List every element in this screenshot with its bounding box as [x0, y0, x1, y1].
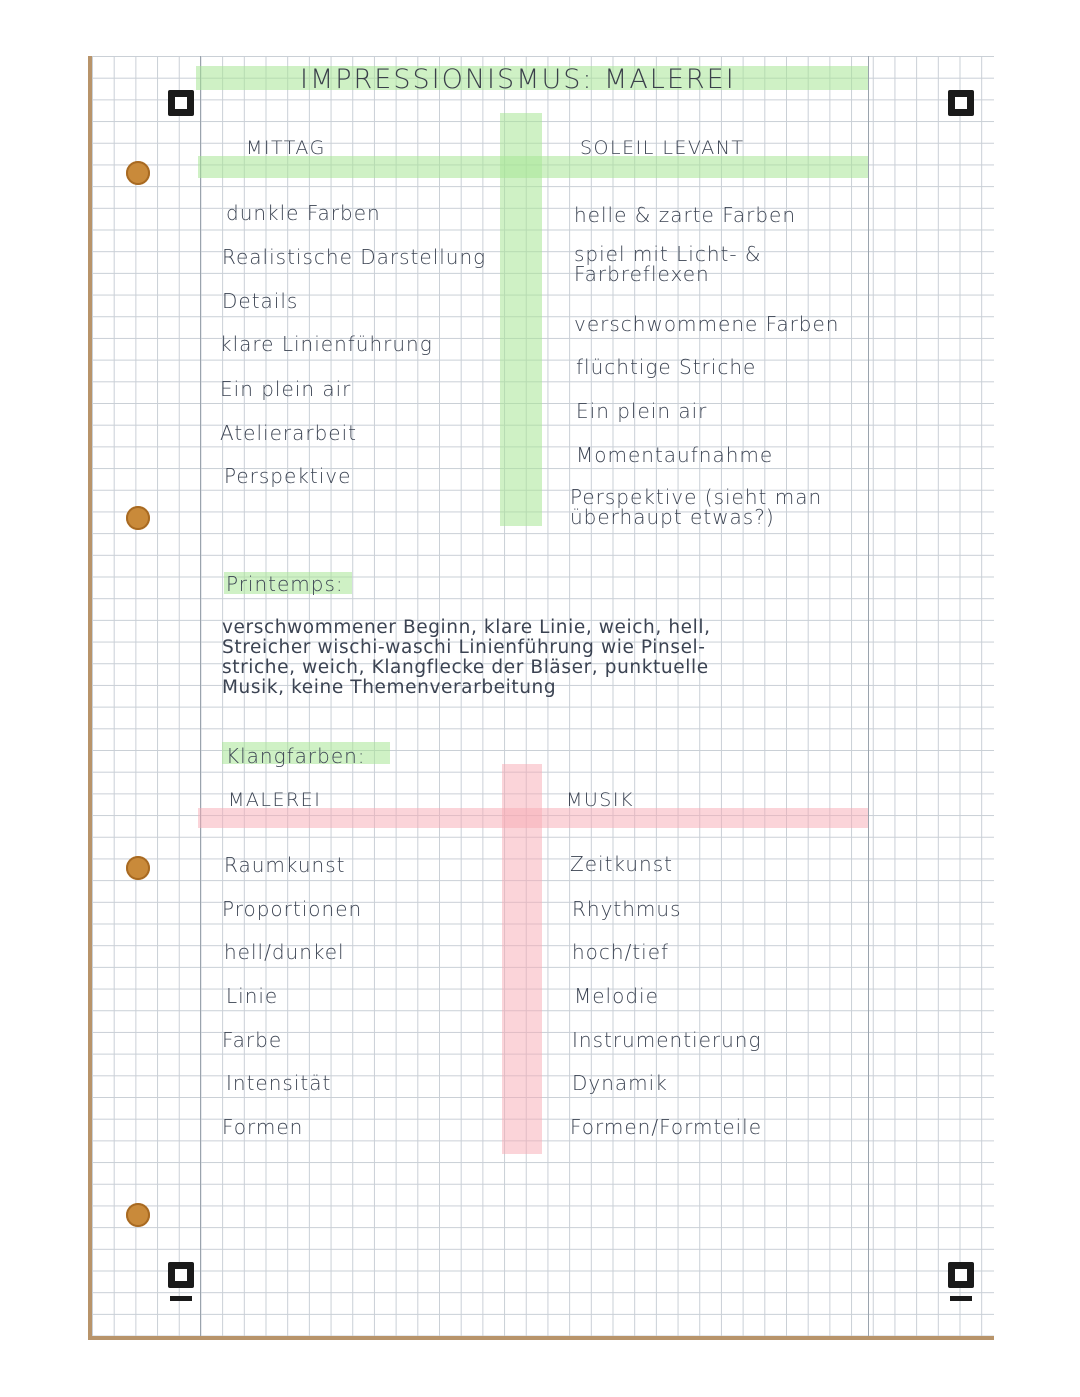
malerei-item: Proportionen	[222, 897, 363, 921]
musik-item: Instrumentierung	[572, 1028, 762, 1052]
punch-hole	[126, 1203, 150, 1227]
malerei-item: hell/dunkel	[224, 940, 345, 964]
musik-item: Dynamik	[572, 1071, 668, 1095]
corner-marker-icon	[168, 1262, 194, 1288]
malerei-item: Farbe	[222, 1028, 283, 1052]
klangfarben-heading: Klangfarben:	[226, 744, 366, 768]
soleil-item: Momentaufnahme	[576, 443, 774, 467]
column-divider-highlight-pink	[502, 764, 542, 1154]
corner-marker-icon	[948, 1262, 974, 1288]
punch-hole	[126, 856, 150, 880]
musik-item: Rhythmus	[572, 897, 682, 921]
malerei-item: Linie	[226, 984, 279, 1008]
corner-marker-icon	[948, 90, 974, 116]
mittag-item: Ein plein air	[220, 377, 352, 401]
soleil-item: flüchtige Striche	[576, 355, 757, 379]
right-margin-line	[868, 56, 869, 1336]
printemps-heading: Printemps:	[226, 572, 344, 596]
soleil-item-line: überhaupt etwas?)	[570, 505, 775, 529]
soleil-item-two-line	[570, 487, 822, 527]
soleil-item: Ein plein air	[576, 399, 708, 423]
musik-item: hoch/tief	[572, 940, 670, 964]
malerei-item: Intensität	[226, 1071, 332, 1095]
left-margin-line	[200, 56, 201, 1336]
corner-bar-icon	[170, 1296, 192, 1301]
soleil-item-line: spiel mit Licht- &	[574, 242, 762, 266]
printemps-line: striche, weich, Klangflecke der Bläser, punktuelle	[222, 657, 709, 678]
mittag-item: klare Linienführung	[220, 332, 433, 356]
punch-hole	[126, 506, 150, 530]
mittag-item: Realistische Darstellung	[222, 245, 487, 269]
heading-malerei: MALEREI	[228, 789, 322, 811]
heading-soleil-levant: SOLEIL LEVANT	[580, 137, 745, 159]
malerei-item: Raumkunst	[224, 853, 346, 877]
malerei-item: Formen	[222, 1115, 304, 1139]
mittag-item: Details	[222, 289, 299, 313]
soleil-item-line: Perspektive (sieht man	[570, 485, 823, 509]
musik-item: Zeitkunst	[570, 852, 673, 876]
musik-item: Formen/Formteile	[570, 1115, 763, 1139]
heading-mittag: MITTAG	[246, 137, 326, 159]
printemps-line: verschwommener Beginn, klare Linie, weich, hell,	[222, 617, 711, 638]
mittag-item: dunkle Farben	[226, 201, 381, 225]
printemps-paragraph	[222, 618, 852, 698]
printemps-line: Streicher wischi-waschi Linienführung wie Pinsel-	[222, 637, 706, 658]
soleil-item: helle & zarte Farben	[574, 203, 797, 227]
printemps-line: Musik, keine Themenverarbeitung	[222, 677, 557, 698]
page-title: IMPRESSIONISMUS: MALEREI	[300, 64, 736, 95]
punch-hole	[126, 161, 150, 185]
soleil-item-two-line	[574, 244, 762, 284]
soleil-item-line: Farbreflexen	[574, 262, 710, 286]
heading-musik: MUSIK	[566, 789, 634, 811]
mittag-item: Atelierarbeit	[220, 421, 357, 445]
musik-item: Melodie	[574, 984, 659, 1008]
mittag-item: Perspektive	[224, 464, 352, 488]
corner-bar-icon	[950, 1296, 972, 1301]
column-divider-highlight	[500, 113, 542, 526]
soleil-item: verschwommene Farben	[574, 312, 840, 336]
corner-marker-icon	[168, 90, 194, 116]
